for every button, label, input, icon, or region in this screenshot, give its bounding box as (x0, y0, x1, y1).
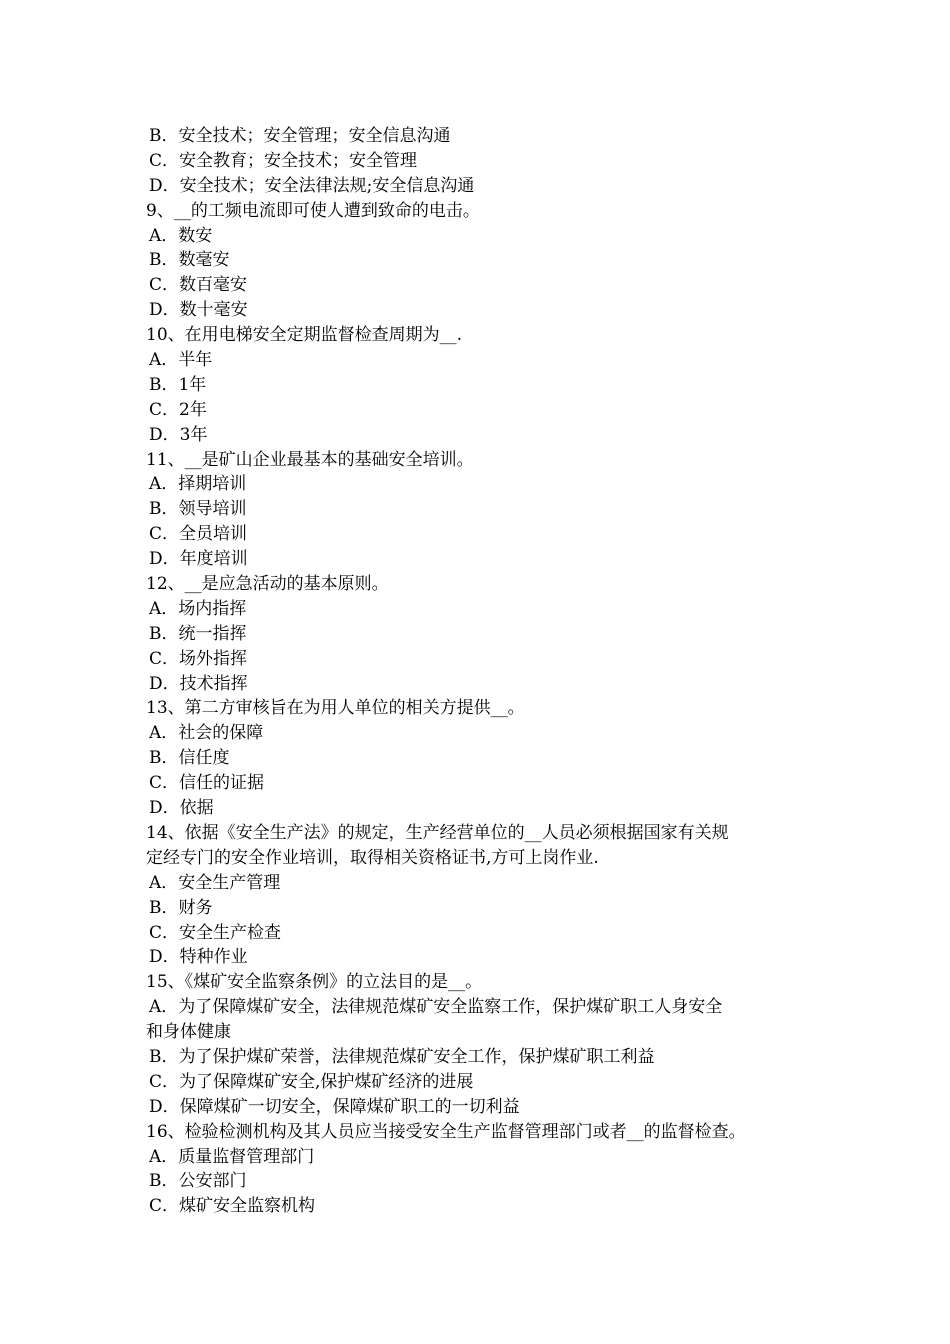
option-16c: C．煤矿安全监察机构 (149, 1196, 316, 1217)
option-10a: A．半年 (149, 350, 213, 371)
option-14a: A．安全生产管理 (149, 872, 281, 893)
question-16: 16、检验检测机构及其人员应当接受安全生产监督管理部门或者__的监督检查。 (146, 1121, 746, 1142)
option-8c: C．安全教育；安全技术；安全管理 (149, 150, 418, 171)
question-9: 9、__的工频电流即可使人遭到致命的电击。 (146, 200, 480, 221)
option-15d: D．保障煤矿一切安全，保障煤矿职工的一切利益 (149, 1096, 520, 1117)
option-13b: B．信任度 (149, 748, 230, 769)
option-12a: A．场内指挥 (149, 598, 247, 619)
option-13c: C．信任的证据 (149, 773, 265, 794)
option-11c: C．全员培训 (149, 524, 248, 545)
option-8d: D．安全技术；安全法律法规;安全信息沟通 (149, 175, 475, 196)
option-12c: C．场外指挥 (149, 648, 248, 669)
question-12: 12、__是应急活动的基本原则。 (146, 574, 389, 595)
option-16a: A．质量监督管理部门 (149, 1146, 315, 1167)
option-10c: C．2年 (149, 399, 207, 420)
option-14d: D．特种作业 (149, 947, 248, 968)
question-11: 11、__是矿山企业最基本的基础安全培训。 (146, 449, 474, 470)
option-16b: B．公安部门 (149, 1171, 247, 1192)
option-14b: B．财务 (149, 897, 213, 918)
option-9b: B．数毫安 (149, 250, 230, 271)
option-9a: A．数安 (149, 225, 213, 246)
option-15a-line-2: 和身体健康 (146, 1022, 231, 1043)
question-10: 10、在用电梯安全定期监督检查周期为__. (146, 325, 463, 346)
option-10b: B．1年 (149, 374, 207, 395)
option-15b: B．为了保护煤矿荣誉，法律规范煤矿安全工作，保护煤矿职工利益 (149, 1046, 655, 1067)
question-14-line-2: 定经专门的安全作业培训，取得相关资格证书,方可上岗作业. (146, 847, 599, 868)
option-10d: D．3年 (149, 424, 208, 445)
option-9d: D．数十毫安 (149, 300, 248, 321)
option-11b: B．领导培训 (149, 499, 247, 520)
option-13a: A．社会的保障 (149, 723, 264, 744)
document-page (146, 124, 816, 1219)
option-9c: C．数百毫安 (149, 275, 248, 296)
option-15c: C．为了保障煤矿安全,保护煤矿经济的进展 (149, 1071, 474, 1092)
option-14c: C．安全生产检查 (149, 922, 282, 943)
question-13: 13、第二方审核旨在为用人单位的相关方提供__。 (146, 698, 525, 719)
question-14-line-1: 14、依据《安全生产法》的规定，生产经营单位的__人员必须根据国家有关规 (146, 822, 729, 843)
option-8b: B．安全技术；安全管理；安全信息沟通 (149, 126, 451, 146)
option-15a-line-1: A．为了保障煤矿安全，法律规范煤矿安全监察工作，保护煤矿职工人身安全 (149, 997, 723, 1018)
option-13d: D．依据 (149, 798, 214, 819)
option-11a: A．择期培训 (149, 474, 247, 495)
question-15: 15、《煤矿安全监察条例》的立法目的是__。 (146, 972, 483, 993)
option-12d: D．技术指挥 (149, 673, 248, 694)
option-12b: B．统一指挥 (149, 623, 247, 644)
option-11d: D．年度培训 (149, 549, 248, 570)
